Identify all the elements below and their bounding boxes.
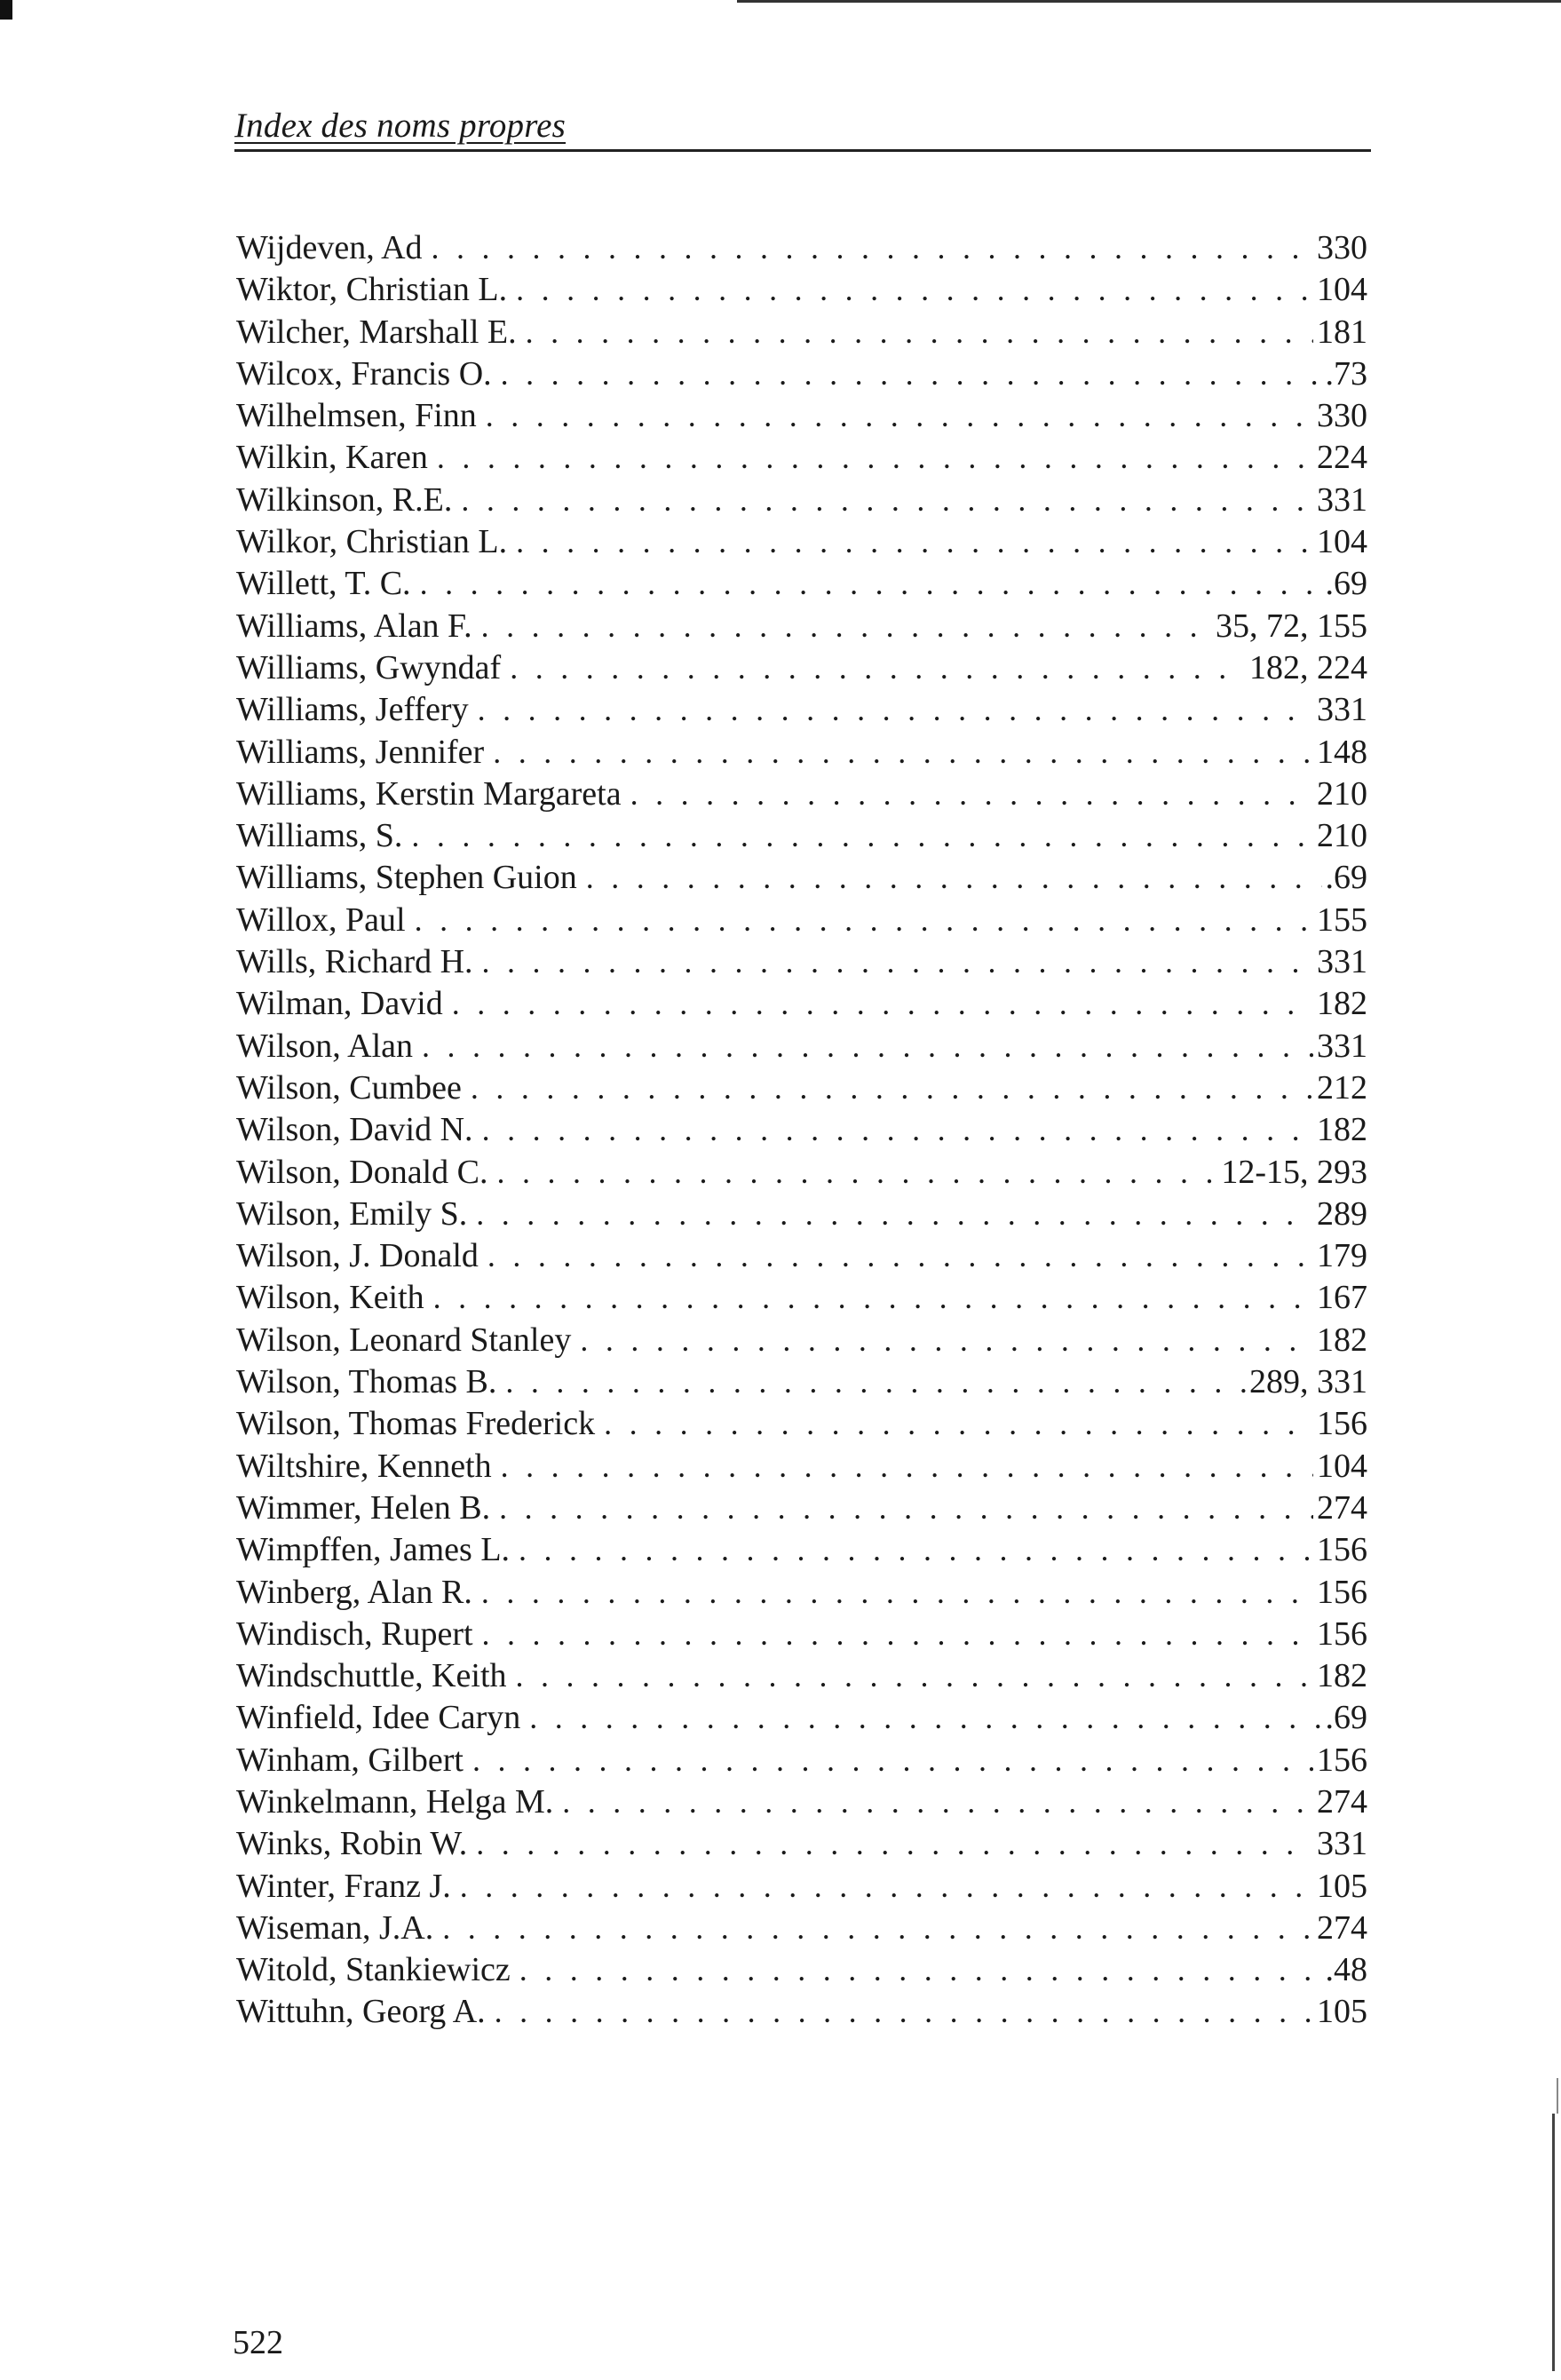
entry-name: Wiltshire, Kenneth [236, 1447, 492, 1485]
index-entry [236, 1235, 1367, 1277]
dot-leader [505, 1361, 1246, 1403]
index-entry [236, 1823, 1367, 1865]
dot-leader [487, 1235, 1313, 1277]
entry-name: Willett, T. C. [236, 565, 411, 603]
dot-leader [437, 437, 1313, 479]
index-entry [236, 1697, 1367, 1739]
entry-pages: 224 [1317, 439, 1367, 477]
entry-pages: 105 [1317, 1993, 1367, 2031]
entry-name: Wilson, Alan [236, 1027, 414, 1065]
entry-pages: 179 [1317, 1237, 1367, 1275]
entry-name: Wilson, Keith [236, 1279, 424, 1317]
index-entry [236, 732, 1367, 774]
index-entry [236, 606, 1367, 647]
entry-name: Wilman, David [236, 985, 443, 1023]
index-entry [236, 1446, 1367, 1488]
entry-pages: 182 [1317, 1321, 1367, 1359]
entry-pages: 104 [1317, 271, 1367, 309]
dot-leader [529, 1697, 1321, 1739]
index-entry [236, 1067, 1367, 1109]
index-entry [236, 521, 1367, 563]
entry-name: Winberg, Alan R. [236, 1573, 472, 1611]
entry-pages: 274 [1317, 1488, 1367, 1527]
entry-pages: 167 [1317, 1279, 1367, 1317]
entry-name: Williams, Kerstin Margareta [236, 774, 622, 813]
dot-leader [493, 732, 1313, 774]
index-entry [236, 1152, 1367, 1194]
index-entry [236, 1194, 1367, 1235]
dot-leader [482, 1109, 1313, 1151]
entry-name: Wilkor, Christian L. [236, 523, 508, 561]
index-entry [236, 647, 1367, 689]
entry-name: Williams, Gwyndaf [236, 648, 502, 686]
index-entry [236, 857, 1367, 899]
dot-leader [415, 900, 1313, 941]
index-entry [236, 563, 1367, 605]
index-entry [236, 1403, 1367, 1445]
dot-leader [482, 941, 1313, 983]
entry-pages: 182 [1317, 1657, 1367, 1695]
entry-pages: .69 [1325, 565, 1367, 603]
dot-leader [420, 563, 1322, 605]
entry-pages: .73 [1325, 354, 1367, 393]
dot-leader [411, 815, 1313, 857]
index-entry [236, 689, 1367, 731]
index-entry [236, 269, 1367, 311]
scan-top-edge-line [737, 0, 1561, 3]
entry-name: Wimpffen, James L. [236, 1531, 511, 1569]
entry-name: Williams, Jennifer [236, 733, 485, 771]
dot-leader [510, 647, 1246, 689]
entry-pages: 156 [1317, 1614, 1367, 1653]
entry-pages: 12-15, 293 [1221, 1153, 1367, 1191]
entry-pages: 156 [1317, 1741, 1367, 1779]
index-entry [236, 1109, 1367, 1151]
index-entry [236, 480, 1367, 521]
dot-leader [478, 689, 1313, 731]
entry-pages: 331 [1317, 1825, 1367, 1863]
index-entry [236, 774, 1367, 815]
entry-pages: 331 [1317, 691, 1367, 729]
dot-leader [472, 1740, 1313, 1781]
index-entry [236, 1655, 1367, 1697]
entry-pages: 274 [1317, 1782, 1367, 1821]
entry-pages: 210 [1317, 774, 1367, 813]
dot-leader [501, 1446, 1313, 1488]
entry-pages: 210 [1317, 817, 1367, 855]
scan-right-edge-line [1552, 2114, 1555, 2371]
entry-name: Wilson, Thomas Frederick [236, 1405, 596, 1443]
index-entry [236, 900, 1367, 941]
index-list [236, 227, 1367, 2034]
page-number: 522 [233, 2324, 283, 2361]
dot-leader [486, 395, 1313, 437]
dot-leader [476, 1823, 1313, 1865]
index-entry [236, 1908, 1367, 1949]
entry-name: Wimmer, Helen B. [236, 1488, 491, 1527]
entry-pages: 104 [1317, 1447, 1367, 1485]
dot-leader [433, 1277, 1313, 1319]
entry-name: Witold, Stankiewicz [236, 1951, 511, 1989]
index-entry [236, 983, 1367, 1025]
dot-leader [495, 1991, 1313, 2033]
entry-name: Wilson, Thomas B. [236, 1363, 497, 1401]
entry-pages: 289, 331 [1249, 1363, 1367, 1401]
dot-leader [519, 1529, 1313, 1571]
entry-name: Wilkin, Karen [236, 439, 428, 477]
dot-leader [422, 1026, 1313, 1067]
dot-leader [482, 1614, 1313, 1655]
entry-name: Winfield, Idee Caryn [236, 1699, 521, 1737]
index-entry [236, 1026, 1367, 1067]
index-entry [236, 1614, 1367, 1655]
entry-pages: 212 [1317, 1068, 1367, 1107]
dot-leader [526, 312, 1313, 353]
entry-pages: 182, 224 [1249, 648, 1367, 686]
entry-name: Wilkinson, R.E. [236, 480, 453, 519]
dot-leader [630, 774, 1313, 815]
dot-leader [499, 1488, 1313, 1529]
entry-name: Williams, Jeffery [236, 691, 469, 729]
entry-pages: 104 [1317, 523, 1367, 561]
index-entry [236, 395, 1367, 437]
index-entry [236, 1320, 1367, 1361]
entry-name: Windschuttle, Keith [236, 1657, 507, 1695]
index-entry [236, 1949, 1367, 1991]
dot-leader [580, 1320, 1313, 1361]
scan-margin-mark [0, 0, 12, 20]
entry-name: Wilcox, Francis O. [236, 354, 492, 393]
index-entry [236, 227, 1367, 269]
entry-name: Winham, Gilbert [236, 1741, 464, 1779]
index-entry [236, 1781, 1367, 1823]
running-header [234, 96, 1371, 152]
dot-leader [496, 1152, 1217, 1194]
dot-leader [516, 269, 1313, 311]
entry-name: Wilson, Emily S. [236, 1194, 468, 1233]
dot-leader [562, 1781, 1313, 1823]
entry-name: Willox, Paul [236, 900, 406, 939]
dot-leader [501, 353, 1322, 395]
entry-pages: 181 [1317, 313, 1367, 351]
entry-pages: 182 [1317, 985, 1367, 1023]
scan-right-edge-mark [1557, 2078, 1558, 2114]
entry-pages: .69 [1325, 1699, 1367, 1737]
entry-name: Wilson, David N. [236, 1111, 473, 1149]
entry-pages: .69 [1325, 859, 1367, 897]
dot-leader [461, 480, 1313, 521]
index-entry [236, 815, 1367, 857]
entry-pages: 35, 72, 155 [1216, 607, 1367, 645]
dot-leader [481, 1572, 1313, 1614]
entry-name: Wiktor, Christian L. [236, 271, 508, 309]
index-entry [236, 1572, 1367, 1614]
entry-pages: 331 [1317, 480, 1367, 519]
entry-pages: 330 [1317, 397, 1367, 435]
dot-leader [442, 1908, 1313, 1949]
entry-name: Wijdeven, Ad [236, 229, 423, 266]
index-entry [236, 353, 1367, 395]
entry-name: Wittuhn, Georg A. [236, 1993, 486, 2031]
dot-leader [516, 1655, 1313, 1697]
entry-name: Williams, S. [236, 817, 403, 855]
entry-name: Wilson, J. Donald [236, 1237, 479, 1275]
entry-name: Wiseman, J.A. [236, 1908, 434, 1947]
index-entry [236, 1488, 1367, 1529]
entry-pages: 156 [1317, 1531, 1367, 1569]
entry-name: Wilson, Cumbee [236, 1068, 462, 1107]
entry-name: Wilson, Donald C. [236, 1153, 488, 1191]
entry-name: Winks, Robin W. [236, 1825, 468, 1863]
dot-leader [586, 857, 1322, 899]
index-entry [236, 1740, 1367, 1781]
dot-leader [452, 983, 1313, 1025]
index-entry [236, 1529, 1367, 1571]
entry-pages: 105 [1317, 1867, 1367, 1905]
dot-leader [460, 1866, 1313, 1908]
index-entry [236, 437, 1367, 479]
index-entry [236, 1277, 1367, 1319]
index-entry [236, 312, 1367, 353]
header-title: Index des noms propres [234, 107, 567, 145]
dot-leader [516, 521, 1313, 563]
entry-name: Winkelmann, Helga M. [236, 1782, 554, 1821]
entry-name: Wills, Richard H. [236, 943, 473, 981]
dot-leader [481, 606, 1212, 647]
entry-pages: 274 [1317, 1908, 1367, 1947]
entry-pages: .48 [1325, 1951, 1367, 1989]
entry-pages: 156 [1317, 1405, 1367, 1443]
entry-pages: 182 [1317, 1111, 1367, 1149]
dot-leader [519, 1949, 1322, 1991]
index-entry [236, 941, 1367, 983]
index-entry [236, 1866, 1367, 1908]
entry-name: Williams, Stephen Guion [236, 859, 577, 897]
entry-pages: 156 [1317, 1573, 1367, 1611]
dot-leader [604, 1403, 1313, 1445]
entry-name: Wilcher, Marshall E. [236, 313, 517, 351]
index-entry [236, 1991, 1367, 2033]
entry-name: Williams, Alan F. [236, 607, 472, 645]
entry-pages: 331 [1317, 1027, 1367, 1065]
index-entry [236, 1361, 1367, 1403]
entry-pages: 331 [1317, 943, 1367, 981]
entry-name: Windisch, Rupert [236, 1614, 473, 1653]
dot-leader [476, 1194, 1313, 1235]
dot-leader [471, 1067, 1313, 1109]
entry-pages: 155 [1317, 900, 1367, 939]
entry-name: Winter, Franz J. [236, 1867, 451, 1905]
entry-name: Wilhelmsen, Finn [236, 397, 477, 435]
entry-pages: 289 [1317, 1194, 1367, 1233]
entry-pages: 330 [1317, 229, 1367, 266]
entry-pages: 148 [1317, 733, 1367, 771]
dot-leader [432, 227, 1313, 269]
entry-name: Wilson, Leonard Stanley [236, 1321, 572, 1359]
